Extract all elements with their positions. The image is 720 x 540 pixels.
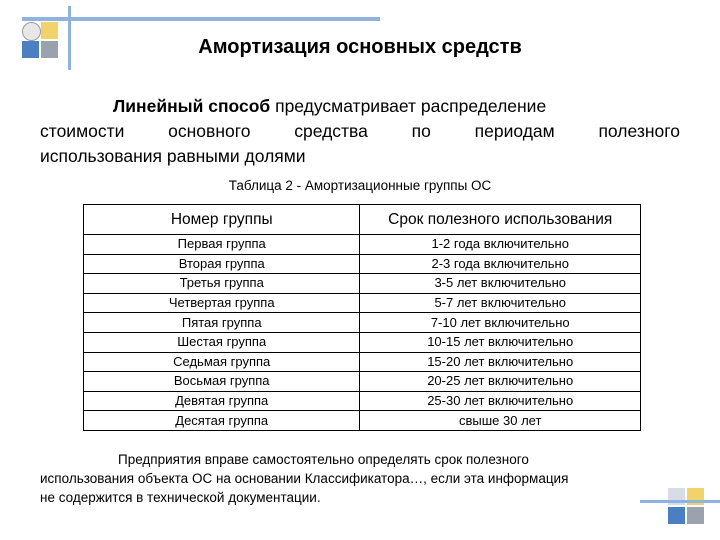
group-cell: Восьмая группа bbox=[84, 372, 360, 392]
term-cell: 1-2 года включительно bbox=[360, 235, 641, 255]
group-cell: Вторая группа bbox=[84, 254, 360, 274]
term-cell: свыше 30 лет bbox=[360, 411, 641, 431]
intro-line-3: использования равными долями bbox=[40, 146, 306, 166]
footnote-line-1: Предприятия вправе самостоятельно определять срок полезного bbox=[118, 452, 529, 467]
intro-line-1 bbox=[40, 94, 680, 119]
table-row bbox=[84, 274, 641, 294]
intro-word: стоимости bbox=[40, 121, 125, 141]
table-row bbox=[84, 313, 641, 333]
table-caption: Таблица 2 - Амортизационные группы ОС bbox=[228, 178, 492, 193]
table-header-row bbox=[84, 205, 641, 235]
intro-word: периодам bbox=[474, 121, 555, 141]
group-cell: Первая группа bbox=[84, 235, 360, 255]
intro-word: по bbox=[411, 121, 431, 141]
term-cell: 5-7 лет включительно bbox=[360, 293, 641, 313]
logo-grey-square bbox=[687, 507, 704, 524]
footnote-line-3: не содержится в технической документации. bbox=[40, 490, 321, 505]
group-cell: Седьмая группа bbox=[84, 352, 360, 372]
term-cell: 3-5 лет включительно bbox=[360, 274, 641, 294]
intro-word: средства bbox=[294, 121, 368, 141]
group-cell: Девятая группа bbox=[84, 391, 360, 411]
table-row bbox=[84, 332, 641, 352]
table-row bbox=[84, 254, 641, 274]
term-cell: 2-3 года включительно bbox=[360, 254, 641, 274]
column-header-group-number: Номер группы bbox=[84, 205, 360, 235]
footnote-paragraph bbox=[40, 450, 680, 507]
footnote-line-2: использования объекта ОС на основании Классификатора…, если эта информация bbox=[40, 471, 569, 486]
table-row bbox=[84, 391, 641, 411]
table-row bbox=[84, 235, 641, 255]
table-row bbox=[84, 293, 641, 313]
intro-line-1-rest: предусматривает распределение bbox=[270, 96, 547, 116]
table-row bbox=[84, 411, 641, 431]
term-cell: 15-20 лет включительно bbox=[360, 352, 641, 372]
group-cell: Пятая группа bbox=[84, 313, 360, 333]
term-cell: 20-25 лет включительно bbox=[360, 372, 641, 392]
group-cell: Третья группа bbox=[84, 274, 360, 294]
table-row bbox=[84, 352, 641, 372]
slide-title: Амортизация основных средств bbox=[198, 36, 522, 58]
intro-line-2 bbox=[40, 119, 680, 144]
term-cell: 7-10 лет включительно bbox=[360, 313, 641, 333]
intro-paragraph bbox=[40, 94, 680, 169]
intro-word: основного bbox=[168, 121, 251, 141]
table-row bbox=[84, 372, 641, 392]
group-cell: Четвертая группа bbox=[84, 293, 360, 313]
intro-word: полезного bbox=[598, 121, 680, 141]
term-cell: 10-15 лет включительно bbox=[360, 332, 641, 352]
group-cell: Шестая группа bbox=[84, 332, 360, 352]
logo-blue-square bbox=[668, 507, 685, 524]
group-cell: Десятая группа bbox=[84, 411, 360, 431]
depreciation-groups-table bbox=[83, 204, 641, 431]
column-header-useful-life: Срок полезного использования bbox=[360, 205, 641, 235]
accent-horizontal-line bbox=[22, 17, 380, 21]
intro-bold-lead: Линейный способ bbox=[113, 96, 271, 116]
term-cell: 25-30 лет включительно bbox=[360, 391, 641, 411]
